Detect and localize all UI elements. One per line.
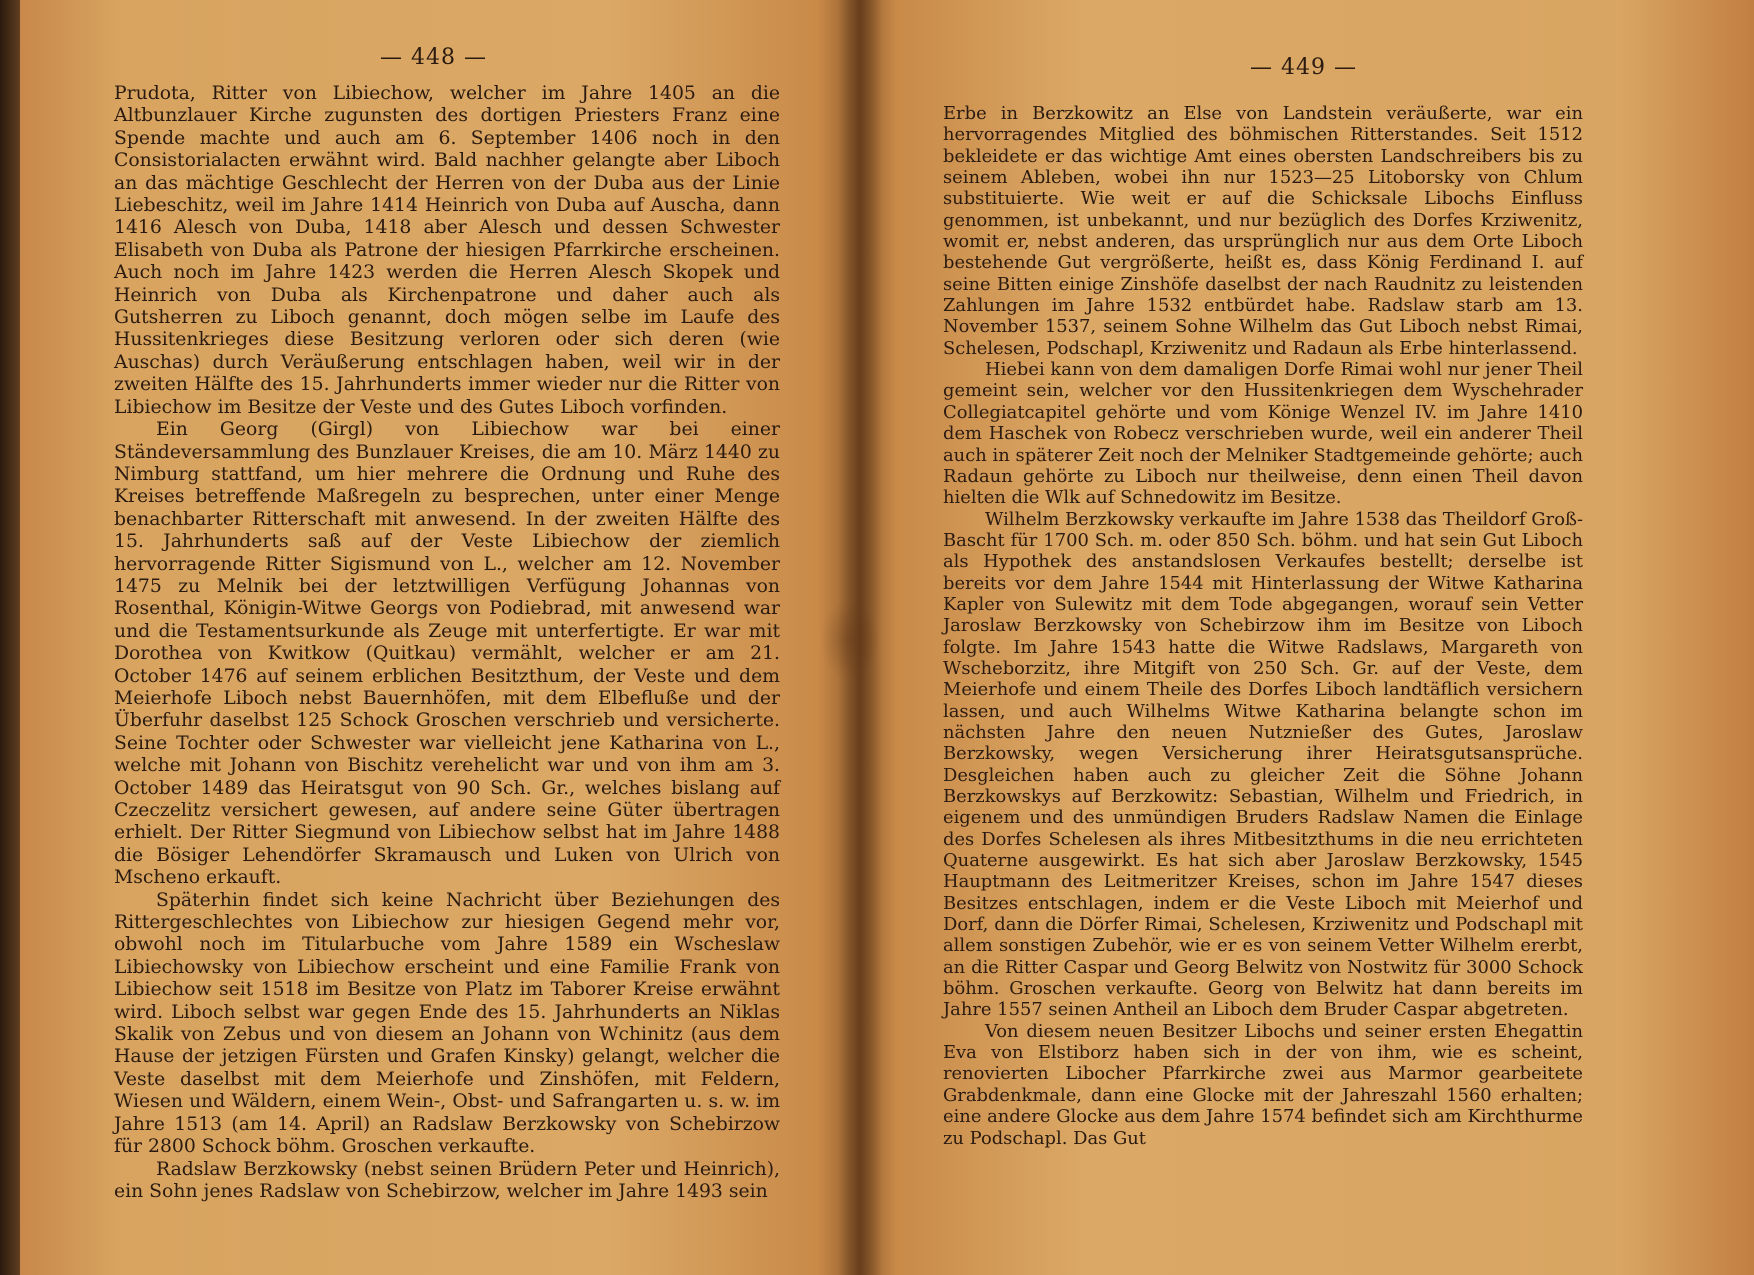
left-paragraph-3: Späterhin findet sich keine Nachricht über Beziehungen des Rittergeschlechtes von Libiechow zur hiesigen Gegend mehr vor, obwohl noch im Titularbuche vom Jahre 1589 ein Wscheslaw Libiechowsky von Libiechow erscheint und eine Familie Frank von Libiechow seit 1518 im Besitze von Platz im Taborer Kreise erwähnt wird. Liboch selbst war gegen Ende des 15. Jahrhunderts an Niklas Skalik von Zebus und von diesem an Johann von Wchinitz (aus dem Hause der jetzigen Fürsten und Grafen Kinsky) gelangt, welcher die Veste daselbst mit dem Meierhofe und Zinshöfen, mit Feldern, Wiesen und Wäldern, einem Wein-, Obst- und Safrangarten u. s. w. im Jahre 1513 (am 14. April) an Radslaw Berzkowsky von Schebirzow für 2800 Schock böhm. Groschen verkaufte. [114, 889, 780, 1158]
right-paragraph-4: Von diesem neuen Besitzer Libochs und seiner ersten Ehegattin Eva von Elstiborz haben sich in der von ihm, wie es scheint, renovierten Libocher Pfarrkirche zwei aus Marmor gearbeitete Grabdenkmale, dann eine Glocke mit der Jahreszahl 1560 erhalten; eine andere Glocke aus dem Jahre 1574 befindet sich am Kirchthurme zu Podschapl. Das Gut [943, 1020, 1583, 1149]
paper-wear-mark [820, 600, 880, 680]
left-paragraph-4: Radslaw Berzkowsky (nebst seinen Brüdern Peter und Heinrich), ein Sohn jenes Radslaw von Schebirzow, welcher im Jahre 1493 sein [114, 1158, 780, 1202]
right-page [860, 0, 1754, 1275]
right-page-text [943, 103, 1583, 1149]
left-page-text [114, 83, 780, 1203]
right-paragraph-1: Erbe in Berzkowitz an Else von Landstein veräußerte, war ein hervorragendes Mitglied des böhmischen Ritterstandes. Seit 1512 bekleidete er das wichtige Amt eines obersten Landschreibers bis zu seinem Ableben, wobei ihn nur 1523—25 Litoborsky von Chlum substituierte. Wie weit er auf die Schicksale Libochs Einfluss genommen, ist unbekannt, und nur bezüglich des Dorfes Krziwenitz, womit er, nebst anderen, das ursprünglich nur aus dem Orte Liboch bestehende Gut vergrößerte, heißt es, dass König Ferdinand I. auf seine Bitten einige Zinshöfe daselbst der nach Raudnitz zu leistenden Zahlungen im Jahre 1532 entbürdet habe. Radslaw starb am 13. November 1537, seinem Sohne Wilhelm das Gut Liboch nebst Rimai, Schelesen, Podschapl, Krziwenitz und Radaun als Erbe hinterlassend. [943, 103, 1583, 359]
left-paragraph-2: Ein Georg (Girgl) von Libiechow war bei einer Ständeversammlung des Bunzlauer Kreises, die am 10. März 1440 zu Nimburg stattfand, um hier mehrere die Ordnung und Ruhe des Kreises betreffende Maßregeln zu besprechen, unter einer Menge benachbarter Ritterschaft mit anwesend. In der zweiten Hälfte des 15. Jahrhunderts saß auf der Veste Libiechow der ziemlich hervorragende Ritter Sigismund von L., welcher am 12. November 1475 zu Melnik bei der letztwilligen Verfügung Johannas von Rosenthal, Königin-Witwe Georgs von Podiebrad, mit anwesend war und die Testamentsurkunde als Zeuge mit unterfertigte. Er war mit Dorothea von Kwitkow (Quitkau) vermählt, welcher er am 21. October 1476 auf seinem erblichen Besitzthum, der Veste und dem Meierhofe Liboch nebst Bauernhöfen, mit dem Elbefluße und der Überfuhr daselbst 125 Schock Groschen verschrieb und versicherte. Seine Tochter oder Schwester war vielleicht jene Katharina von L., welche mit Johann von Bischitz verehelicht war und von ihm am 3. October 1489 das Heiratsgut von 90 Sch. Gr., welches bislang auf Czeczelitz versichert gewesen, auf andere seine Güter übertragen erhielt. Der Ritter Siegmund von Libiechow selbst hat im Jahre 1488 die Bösiger Lehendörfer Skramausch und Luken von Ulrich von Mscheno erkauft. [114, 419, 780, 889]
right-paragraph-3: Wilhelm Berzkowsky verkaufte im Jahre 1538 das Theildorf Groß-Bascht für 1700 Sch. m. oder 850 Sch. böhm. und hat sein Gut Liboch als Hypothek des anstandslosen Verkaufes bestellt; derselbe ist bereits vor dem Jahre 1544 mit Hinterlassung der Witwe Katharina Kapler von Sulewitz mit dem Tode abgegangen, worauf sein Vetter Jaroslaw Berzkowsky von Schebirzow ihm im Besitze von Liboch folgte. Im Jahre 1543 hatte die Witwe Radslaws, Margareth von Wscheborzitz, ihre Mitgift von 250 Sch. Gr. auf der Veste, dem Meierhofe und einem Theile des Dorfes Liboch landtäflich versichern lassen, und auch Wilhelms Witwe Katharina belangte schon im nächsten Jahre den neuen Nutznießer des Gutes, Jaroslaw Berzkowsky, wegen Versicherung ihrer Heiratsgutsansprüche. Desgleichen haben auch zu gleicher Zeit die Söhne Johann Berzkowskys auf Berzkowitz: Sebastian, Wilhelm und Friedrich, in eigenem und des unmündigen Bruders Radslaw Namen die Einlage des Dorfes Schelesen als ihres Mitbesitzthums in die neu errichteten Quaterne ausgewirkt. Es hat sich aber Jaroslaw Berzkowsky, 1545 Hauptmann des Leitmeritzer Kreises, schon im Jahre 1547 dieses Besitzes entschlagen, indem er die Veste Liboch mit Meierhof und Dorf, dann die Dörfer Rimai, Schelesen, Krziwenitz und Podschapl mit allem sonstigen Zubehör, wie er es von seinem Vetter Wilhelm ererbt, an die Ritter Caspar und Georg Belwitz von Nostwitz für 3000 Schock böhm. Groschen verkaufte. Georg von Belwitz hat dann bereits im Jahre 1557 seinen Antheil an Liboch dem Bruder Caspar abgetreten. [943, 508, 1583, 1021]
left-page-number: — 448 — [380, 45, 487, 70]
left-page [20, 0, 860, 1275]
right-paragraph-2: Hiebei kann von dem damaligen Dorfe Rimai wohl nur jener Theil gemeint sein, welcher vor den Hussitenkriegen dem Wyschehrader Collegiatcapitel gehörte und vom Könige Wenzel IV. im Jahre 1410 dem Haschek von Robecz verschrieben wurde, weil ein anderer Theil auch in späterer Zeit noch der Melniker Stadtgemeinde gehörte; auch Radaun gehörte zu Liboch nur theilweise, denn einen Theil davon hielten die Wlk auf Schnedowitz im Besitze. [943, 359, 1583, 509]
right-page-number: — 449 — [1250, 55, 1357, 80]
left-paragraph-1: Prudota, Ritter von Libiechow, welcher im Jahre 1405 an die Altbunzlauer Kirche zugunsten des dortigen Priesters Franz eine Spende machte und auch am 6. September 1406 noch in den Consistorialacten erwähnt wird. Bald nachher gelangte aber Liboch an das mächtige Geschlecht der Herren von der Duba aus der Linie Liebeschitz, weil im Jahre 1414 Heinrich von Duba auf Auscha, dann 1416 Alesch von Duba, 1418 aber Alesch und dessen Schwester Elisabeth von Duba als Patrone der hiesigen Pfarrkirche erscheinen. Auch noch im Jahre 1423 werden die Herren Alesch Skopek und Heinrich von Duba als Kirchenpatrone und daher auch als Gutsherren zu Liboch genannt, doch mögen selbe im Laufe des Hussitenkrieges diese Besitzung verloren oder sich deren (wie Auschas) durch Veräußerung entschlagen haben, weil wir in der zweiten Hälfte des 15. Jahrhunderts immer wieder nur die Ritter von Libiechow im Besitze der Veste und des Gutes Liboch vorfinden. [114, 83, 780, 418]
